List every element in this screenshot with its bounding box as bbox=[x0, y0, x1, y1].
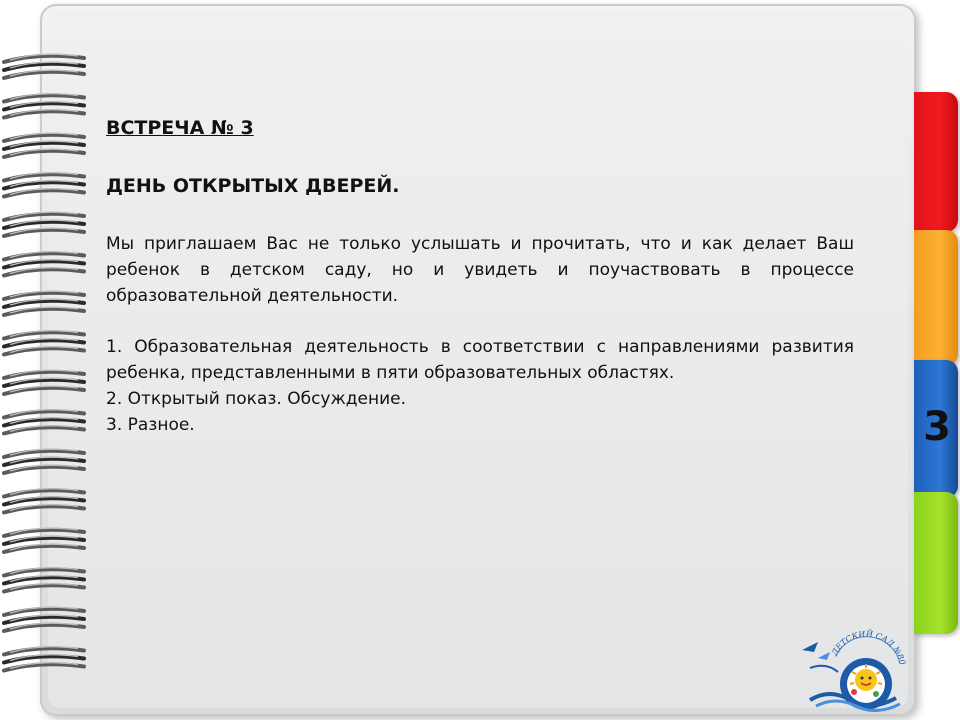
binding-ring bbox=[4, 252, 84, 276]
binding-ring bbox=[4, 568, 84, 592]
binding-ring bbox=[4, 410, 84, 434]
tab-number: 3 bbox=[923, 404, 951, 450]
binding-ring bbox=[4, 607, 84, 631]
binding-ring bbox=[4, 647, 84, 671]
binding-ring bbox=[4, 94, 84, 118]
tab-red[interactable] bbox=[914, 92, 958, 232]
binding-ring bbox=[4, 370, 84, 394]
tab-orange[interactable] bbox=[914, 230, 958, 366]
kindergarten-logo bbox=[796, 628, 908, 712]
event-title: ДЕНЬ ОТКРЫТЫХ ДВЕРЕЙ. bbox=[106, 175, 400, 197]
binding-ring bbox=[4, 173, 84, 197]
binding-ring bbox=[4, 489, 84, 513]
binding-ring bbox=[4, 331, 84, 355]
meeting-title: ВСТРЕЧА № 3 bbox=[106, 117, 254, 139]
binding-ring bbox=[4, 291, 84, 315]
tab-green[interactable] bbox=[914, 492, 958, 634]
binding-ring bbox=[4, 212, 84, 236]
logo-text: ДЕТСКИЙ САД №80 bbox=[829, 629, 908, 666]
agenda-item: 3. Разное. bbox=[106, 415, 195, 435]
agenda-list bbox=[106, 334, 854, 438]
intro-paragraph: Мы приглашаем Вас не только услышать и прочитать, что и как делает Ваш ребенок в детском саду, но и увидеть и поучаствовать в процессе образовательной деятельности. bbox=[106, 234, 854, 306]
agenda-item: 2. Открытый показ. Обсуждение. bbox=[106, 389, 407, 409]
spiral-binding bbox=[0, 0, 100, 720]
binding-ring bbox=[4, 54, 84, 78]
notebook-tabs bbox=[914, 92, 960, 637]
binding-ring bbox=[4, 133, 84, 157]
agenda-item: 1. Образовательная деятельность в соответствии с направлениями развития ребенка, представленными в пяти образовательных областях. bbox=[106, 337, 854, 383]
binding-ring bbox=[4, 528, 84, 552]
binding-ring bbox=[4, 449, 84, 473]
